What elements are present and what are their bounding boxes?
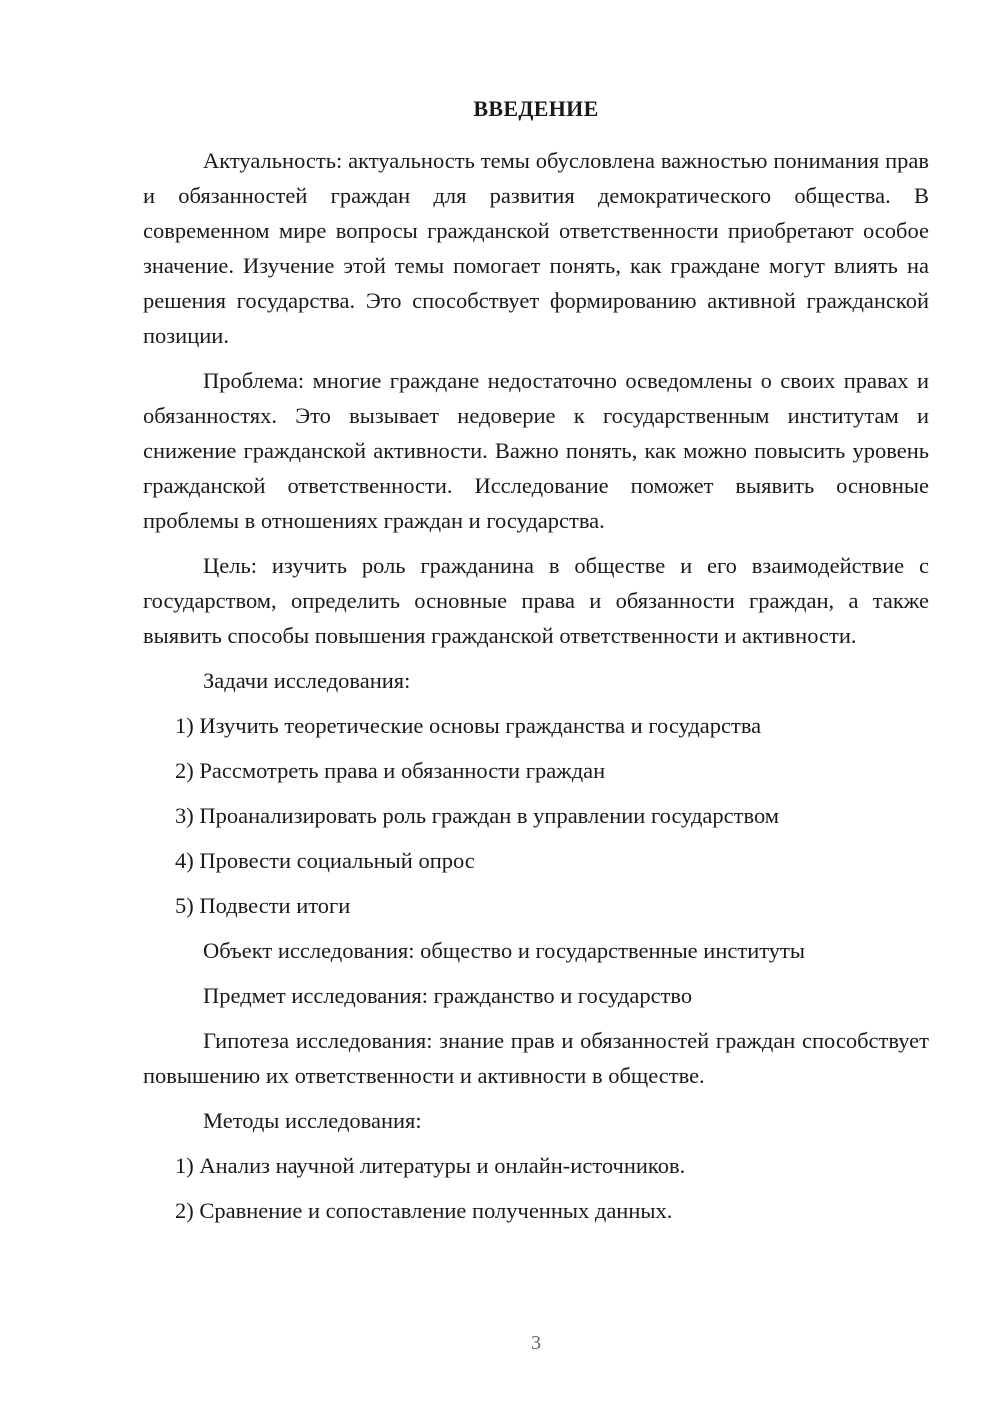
list-item: 4) Провести социальный опрос [175,848,475,873]
subject-paragraph: Предмет исследования: гражданство и государство [203,983,693,1008]
goal-paragraph: Цель: изучить роль гражданина в обществе и его взаимодействие с государством, определить основные права и обязанности граждан, а также выявить способы повышения гражданской ответственности и активности. [143,553,929,648]
hypothesis-paragraph: Гипотеза исследования: знание прав и обязанностей граждан способствует повышению их ответственности и активности в обществе. [143,1028,929,1088]
list-item: 3) Проанализировать роль граждан в управлении государством [175,803,780,828]
problem-paragraph: Проблема: многие граждане недостаточно осведомлены о своих правах и обязанностях. Это вызывает недоверие к государственным институтам и снижение гражданской активности. Важно понять, как можно повысить уровень гражданской ответственности. Исследование поможет выявить основные проблемы в отношениях граждан и государства. [143,368,929,533]
methods-list [143,1148,929,1228]
list-item: 5) Подвести итоги [175,893,351,918]
tasks-list [143,708,929,923]
page-title: ВВЕДЕНИЕ [473,96,599,121]
list-item: 2) Сравнение и сопоставление полученных данных. [175,1198,673,1223]
relevance-paragraph: Актуальность: актуальность темы обусловлена важностью понимания прав и обязанностей граждан для развития демократического общества. В современном мире вопросы гражданской ответственности приобретают особое значение. Изучение этой темы помогает понять, как граждане могут влиять на решения государства. Это способствует формированию активной гражданской позиции. [143,148,929,348]
list-item: 1) Изучить теоретические основы гражданства и государства [175,713,762,738]
object-paragraph: Объект исследования: общество и государственные институты [203,938,805,963]
methods-heading: Методы исследования: [203,1108,422,1133]
document-body [143,143,929,1238]
page-number: 3 [531,1332,541,1354]
list-item: 2) Рассмотреть права и обязанности граждан [175,758,606,783]
tasks-heading: Задачи исследования: [203,668,411,693]
list-item: 1) Анализ научной литературы и онлайн-источников. [175,1153,686,1178]
